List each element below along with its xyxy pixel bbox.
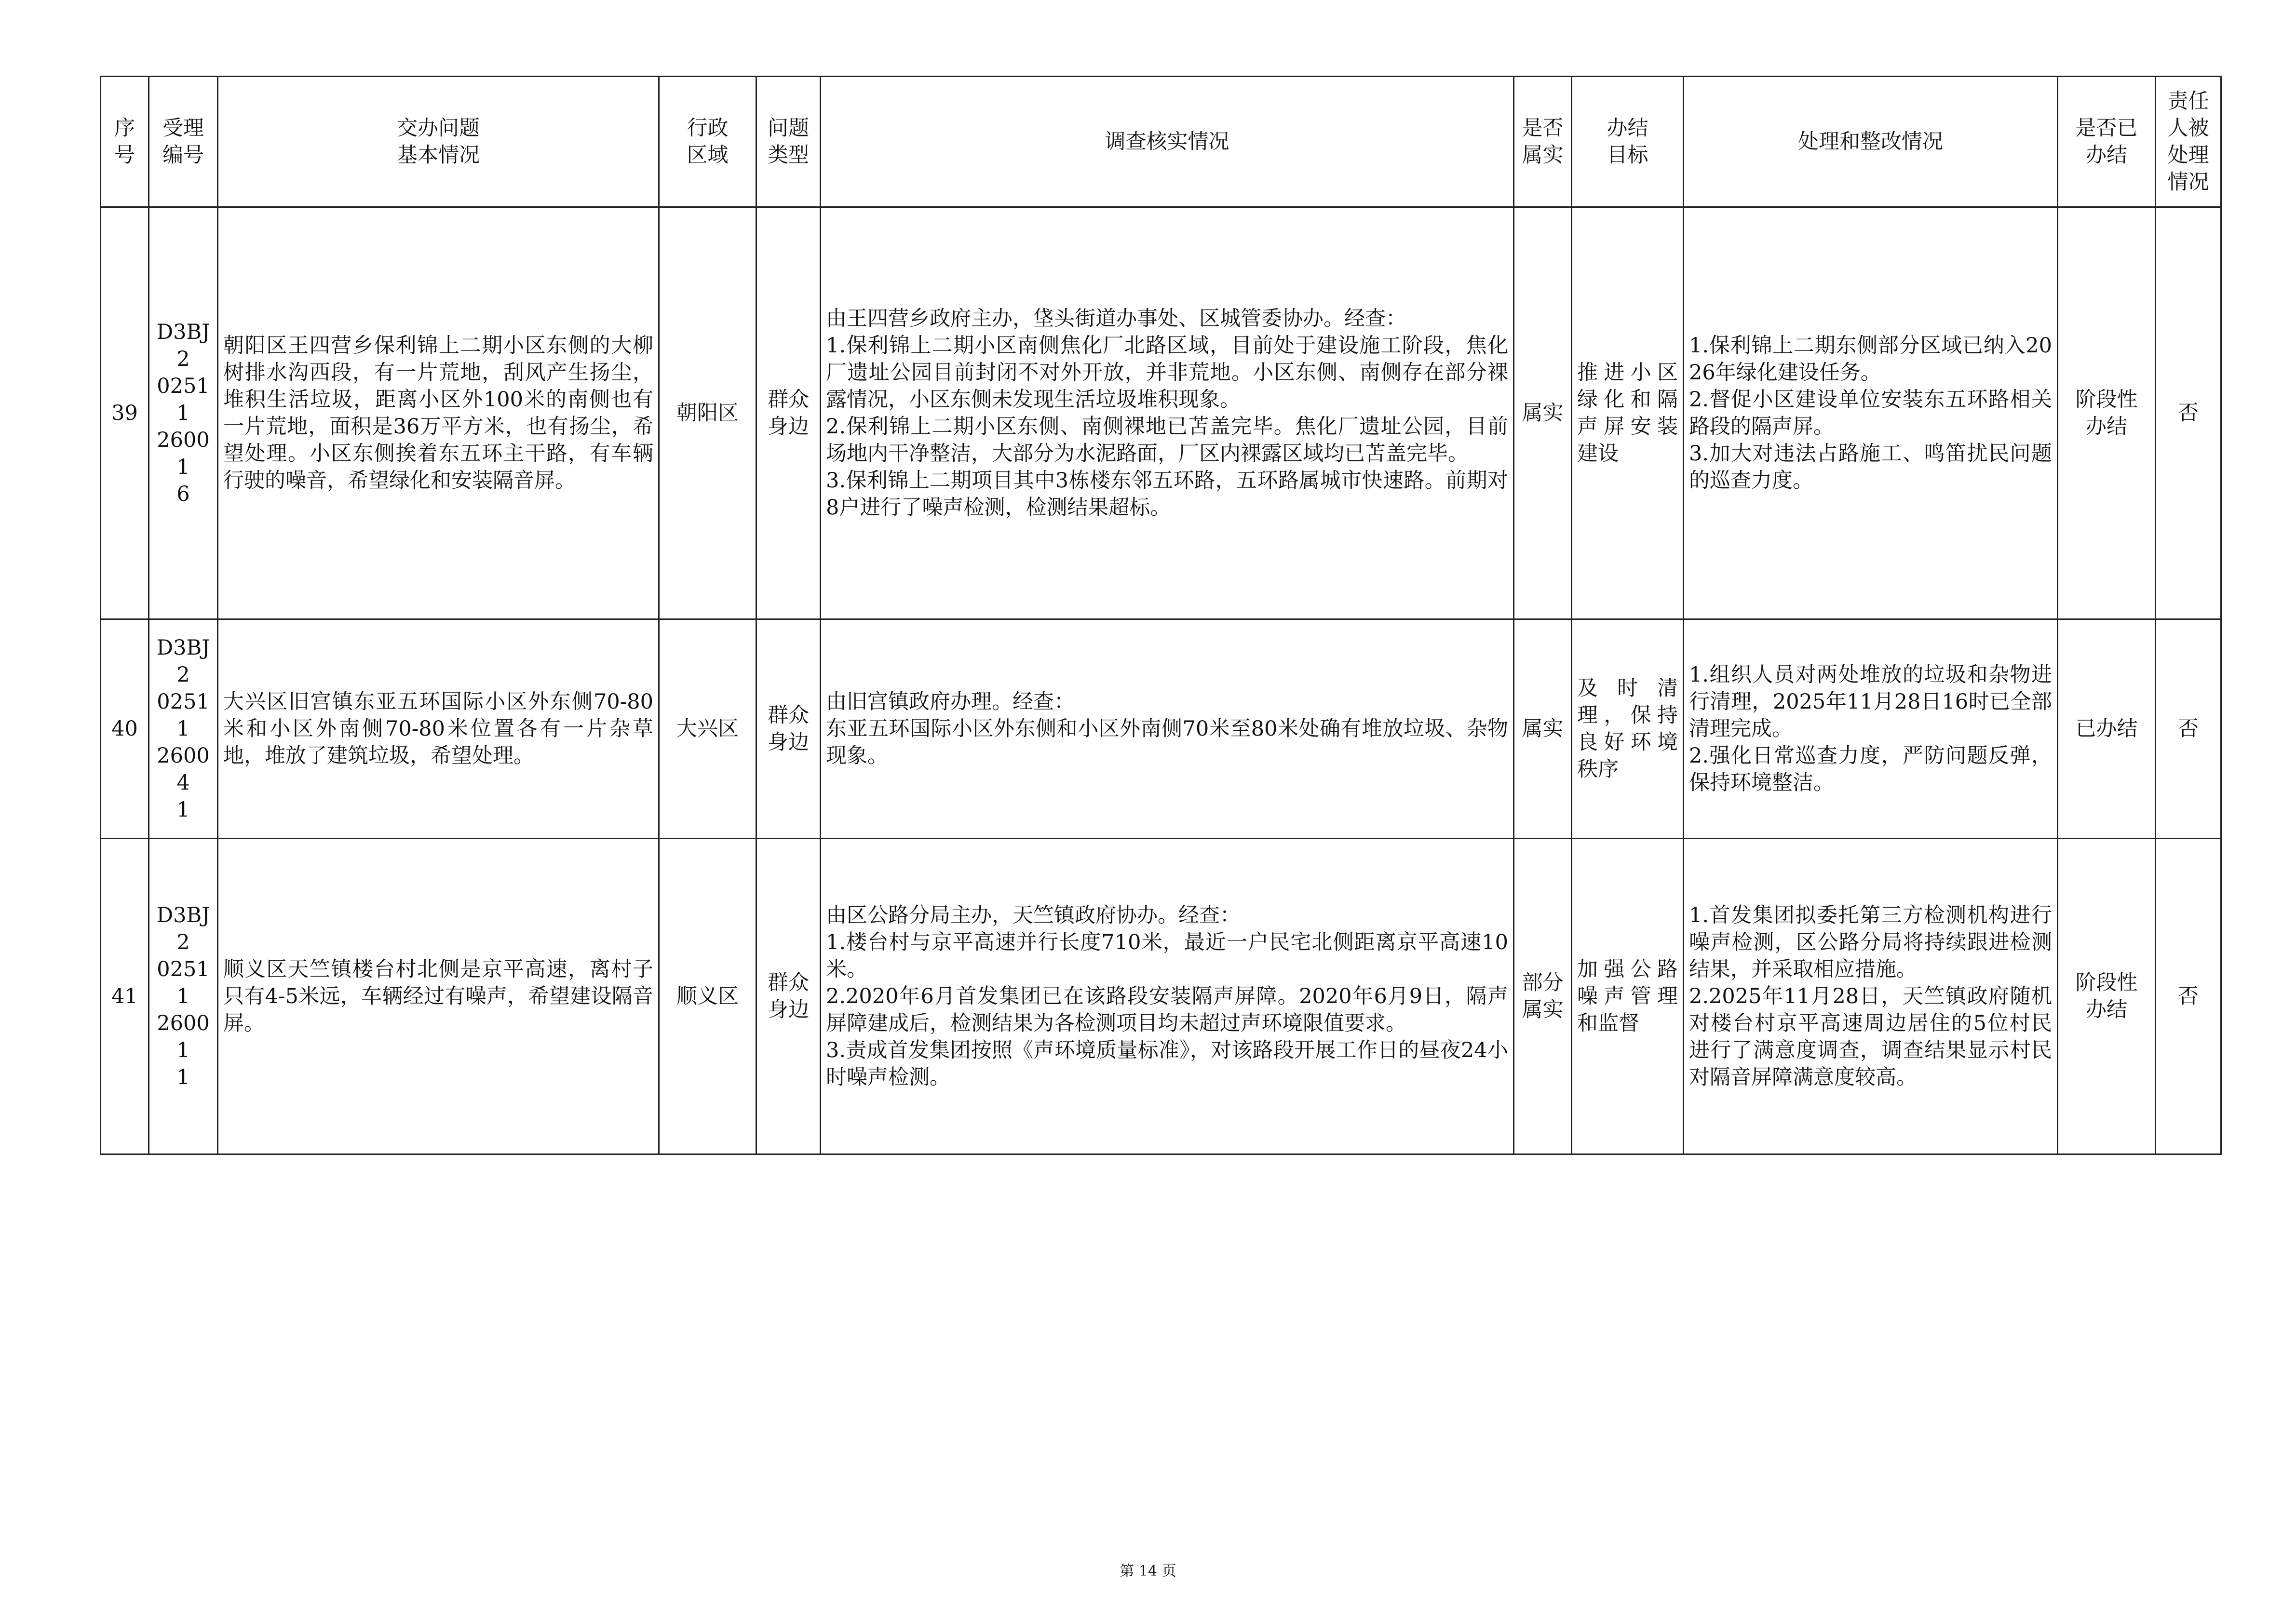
cell-issue: 大兴区旧宫镇东亚五环国际小区外东侧70-80米和小区外南侧70-80米位置各有一片杂草地，堆放了建筑垃圾，希望处理。 bbox=[218, 619, 659, 839]
header-issue-type: 问题 类型 bbox=[756, 77, 821, 207]
header-verified: 是否 属实 bbox=[1514, 77, 1572, 207]
cell-handling: 1.组织人员对两处堆放的垃圾和杂物进行清理，2025年11月28日16时已全部清理完成。 2.强化日常巡查力度，严防问题反弹，保持环境整洁。 bbox=[1684, 619, 2058, 839]
cell-closed: 阶段性 办结 bbox=[2058, 839, 2156, 1154]
header-issue: 交办问题 基本情况 bbox=[218, 77, 659, 207]
cell-issue-type: 群众 身边 bbox=[756, 619, 821, 839]
table-row bbox=[101, 207, 2221, 619]
table-row bbox=[101, 839, 2221, 1154]
header-closed: 是否已 办结 bbox=[2058, 77, 2156, 207]
header-goal: 办结 目标 bbox=[1572, 77, 1684, 207]
cell-verified: 部分 属实 bbox=[1514, 839, 1572, 1154]
cell-issue: 顺义区天竺镇楼台村北侧是京平高速，离村子只有4-5米远，车辆经过有噪声，希望建设隔音屏。 bbox=[218, 839, 659, 1154]
cell-investigation: 由旧宫镇政府办理。经查： 东亚五环国际小区外东侧和小区外南侧70米至80米处确有堆放垃圾、杂物现象。 bbox=[821, 619, 1514, 839]
cell-goal: 及时清理，保持良好环境秩序 bbox=[1572, 619, 1684, 839]
header-handling: 处理和整改情况 bbox=[1684, 77, 2058, 207]
cell-verified: 属实 bbox=[1514, 619, 1572, 839]
cell-district: 顺义区 bbox=[659, 839, 756, 1154]
cell-goal: 加强公路噪声管理和监督 bbox=[1572, 839, 1684, 1154]
cell-issue-type: 群众 身边 bbox=[756, 839, 821, 1154]
cell-investigation: 由区公路分局主办，天竺镇政府协办。经查： 1.楼台村与京平高速并行长度710米，最近一户民宅北侧距离京平高速10米。 2.2020年6月首发集团已在该路段安装隔声屏障。2020年6月9日，隔声屏障建成后，检测结果为各检测项目均未超过声环境限值要求。 3.责成首发集团按照《声环境质量标准》，对该路段开展工作日的昼夜24小时噪声检测。 bbox=[821, 839, 1514, 1154]
cell-handling: 1.首发集团拟委托第三方检测机构进行噪声检测，区公路分局将持续跟进检测结果，并采取相应措施。 2.2025年11月28日，天竺镇政府随机对楼台村京平高速周边居住的5位村民进行了满意度调查，调查结果显示村民对隔音屏障满意度较高。 bbox=[1684, 839, 2058, 1154]
complaint-table bbox=[100, 76, 2222, 1155]
cell-goal: 推进小区绿化和隔声屏安装建设 bbox=[1572, 207, 1684, 619]
cell-investigation: 由王四营乡政府主办，垡头街道办事处、区城管委协办。经查： 1.保利锦上二期小区南侧焦化厂北路区域，目前处于建设施工阶段，焦化厂遗址公园目前封闭不对外开放，并非荒地。小区东侧、南侧存在部分裸露情况，小区东侧未发现生活垃圾堆积现象。 2.保利锦上二期小区东侧、南侧裸地已苫盖完毕。焦化厂遗址公园，目前场地内干净整洁，大部分为水泥路面，厂区内裸露区域均已苫盖完毕。 3.保利锦上二期项目其中3栋楼东邻五环路，五环路属城市快速路。前期对8户进行了噪声检测，检测结果超标。 bbox=[821, 207, 1514, 619]
cell-case-no: D3BJ2 02511 26001 1 bbox=[149, 839, 218, 1154]
cell-closed: 已办结 bbox=[2058, 619, 2156, 839]
cell-handling: 1.保利锦上二期东侧部分区域已纳入2026年绿化建设任务。 2.督促小区建设单位安装东五环路相关路段的隔声屏。 3.加大对违法占路施工、鸣笛扰民问题的巡查力度。 bbox=[1684, 207, 2058, 619]
cell-accountability: 否 bbox=[2156, 839, 2221, 1154]
cell-accountability: 否 bbox=[2156, 207, 2221, 619]
cell-issue: 朝阳区王四营乡保利锦上二期小区东侧的大柳树排水沟西段，有一片荒地，刮风产生扬尘，堆积生活垃圾，距离小区外100米的南侧也有一片荒地，面积是36万平方米，也有扬尘，希望处理。小区东侧挨着东五环主干路，有车辆行驶的噪音，希望绿化和安装隔音屏。 bbox=[218, 207, 659, 619]
cell-verified: 属实 bbox=[1514, 207, 1572, 619]
cell-district: 朝阳区 bbox=[659, 207, 756, 619]
header-accountability: 责任 人被 处理 情况 bbox=[2156, 77, 2221, 207]
header-case-no: 受理 编号 bbox=[149, 77, 218, 207]
cell-district: 大兴区 bbox=[659, 619, 756, 839]
page-number: 第 14 页 bbox=[1120, 1563, 1176, 1580]
cell-seq: 40 bbox=[101, 619, 149, 839]
cell-case-no: D3BJ2 02511 26004 1 bbox=[149, 619, 218, 839]
cell-seq: 39 bbox=[101, 207, 149, 619]
cell-issue-type: 群众 身边 bbox=[756, 207, 821, 619]
header-seq: 序 号 bbox=[101, 77, 149, 207]
header-district: 行政 区域 bbox=[659, 77, 756, 207]
header-investigation: 调查核实情况 bbox=[821, 77, 1514, 207]
table-header-row bbox=[101, 77, 2221, 207]
cell-case-no: D3BJ2 02511 26001 6 bbox=[149, 207, 218, 619]
cell-seq: 41 bbox=[101, 839, 149, 1154]
cell-closed: 阶段性 办结 bbox=[2058, 207, 2156, 619]
cell-accountability: 否 bbox=[2156, 619, 2221, 839]
table-row bbox=[101, 619, 2221, 839]
